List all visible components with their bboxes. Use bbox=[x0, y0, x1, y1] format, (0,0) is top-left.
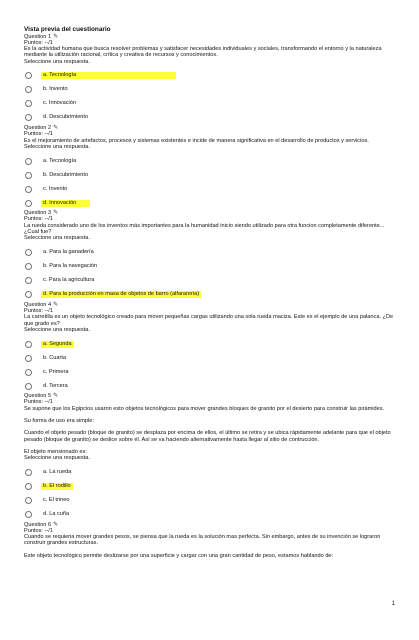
question-text: Es la actividad humana que busca resolver problemas y satisfacer necesidades individuales y sociales, transformando el entorno y la naturaleza mediante la utilización racional, crítica y creativa de recursos y conocimientos. bbox=[24, 46, 382, 59]
question-text: La carretilla es un objeto tecnológico creado para mover pequeñas cargas utilizando una sola rueda maciza. Este es el ejemplo de una palanca. ¿De que grado es? bbox=[24, 314, 394, 327]
question-points: Puntos: --/1 bbox=[24, 39, 53, 46]
question-points: Puntos: --/1 bbox=[24, 399, 53, 406]
option-label: c. Para la agricultura bbox=[43, 277, 95, 284]
option-label: d. Descubrimiento bbox=[43, 114, 89, 121]
answer-option[interactable] bbox=[24, 97, 396, 111]
option-label: a. Tecnología bbox=[41, 72, 176, 79]
radio-button[interactable] bbox=[25, 291, 32, 298]
radio-button[interactable] bbox=[25, 114, 32, 121]
radio-button[interactable] bbox=[25, 497, 32, 504]
question-prompt: Seleccione una respuesta. bbox=[24, 326, 90, 333]
quiz-preview bbox=[24, 26, 396, 559]
option-label: c. Innovación bbox=[43, 100, 76, 107]
answer-option[interactable] bbox=[24, 154, 396, 168]
answer-option[interactable] bbox=[24, 466, 396, 480]
question-6 bbox=[24, 522, 396, 559]
answer-option[interactable] bbox=[24, 246, 396, 260]
option-label: d. Innovación bbox=[41, 200, 90, 207]
answer-option[interactable] bbox=[24, 365, 396, 379]
radio-button[interactable] bbox=[25, 469, 32, 476]
answer-options bbox=[24, 466, 396, 522]
question-prompt: Seleccione una respuesta. bbox=[24, 143, 90, 150]
answer-options bbox=[24, 246, 396, 302]
question-label: Question 3 bbox=[24, 210, 52, 217]
option-label: c. Primera bbox=[43, 368, 69, 375]
option-label: c. El trineo bbox=[43, 497, 70, 504]
radio-button[interactable] bbox=[25, 158, 32, 165]
question-extra-text: Su forma de uso era simple: bbox=[24, 418, 94, 425]
question-points: Puntos: --/1 bbox=[24, 307, 53, 314]
option-label: d. La cuña bbox=[43, 511, 70, 518]
radio-button[interactable] bbox=[25, 277, 32, 284]
pencil-icon[interactable]: ✎ bbox=[53, 33, 59, 40]
answer-option[interactable] bbox=[24, 168, 396, 182]
question-text: La rueda considerado uno de los inventos más importantes para la humanidad inicio siendo utilizado para otra funcion completamente diferente... ¿Cual fue? bbox=[24, 222, 385, 236]
question-prompt: Seleccione una respuesta. bbox=[24, 455, 90, 462]
answer-option[interactable] bbox=[24, 494, 396, 508]
pencil-icon[interactable]: ✎ bbox=[53, 521, 59, 528]
radio-button[interactable] bbox=[25, 355, 32, 362]
page-number: 1 bbox=[391, 601, 395, 607]
answer-options bbox=[24, 154, 396, 210]
radio-button[interactable] bbox=[25, 383, 32, 390]
question-text: Cuando se requieria mover grandes pesos, se piensa que la rueda es la solución mas perfecta. Sin embargo, antes de su invención se lograron construir grandes estructuras. bbox=[24, 534, 381, 547]
question-4 bbox=[24, 302, 396, 393]
question-points: Puntos: --/1 bbox=[24, 216, 53, 223]
question-points: Puntos: --/1 bbox=[24, 527, 53, 534]
question-5 bbox=[24, 393, 396, 521]
question-extra-text: Este objeto tecnológico permite deslizarse por una superficie y cargar con una gran cantidad de peso, estamos hablando de: bbox=[24, 552, 334, 559]
question-label: Question 5 bbox=[24, 393, 52, 400]
page-title: Vista previa del cuestionario bbox=[24, 26, 111, 33]
radio-button[interactable] bbox=[25, 369, 32, 376]
radio-button[interactable] bbox=[25, 186, 32, 193]
answer-option[interactable] bbox=[24, 83, 396, 97]
option-label: d. Para la producción en masa de objetos de barro (alfarareria) bbox=[43, 291, 200, 298]
answer-options bbox=[24, 337, 396, 393]
question-points: Puntos: --/1 bbox=[24, 131, 53, 138]
answer-option[interactable] bbox=[24, 288, 396, 302]
question-text: Se supone que los Egipcios usaron esto objetos tecnológicos para mover grandes bloques de granito por el desierto para construir las pirámides. bbox=[24, 405, 385, 412]
radio-button[interactable] bbox=[25, 200, 32, 207]
pencil-icon[interactable]: ✎ bbox=[53, 393, 59, 400]
question-extra-text: El objeto mensionado es: bbox=[24, 448, 87, 455]
radio-button[interactable] bbox=[25, 72, 32, 79]
question-prompt: Seleccione una respuesta. bbox=[24, 235, 90, 242]
answer-options bbox=[24, 69, 396, 125]
pencil-icon[interactable]: ✎ bbox=[53, 125, 59, 132]
question-text: Es el mejoramiento de artefactos, procesos y sistemas existentes e incide de manera significativa en el desarrollo de productos y servicios. bbox=[24, 137, 369, 144]
question-label: Question 6 bbox=[24, 521, 52, 528]
answer-option[interactable] bbox=[24, 260, 396, 274]
answer-option[interactable] bbox=[24, 274, 396, 288]
answer-option[interactable] bbox=[24, 337, 396, 351]
radio-button[interactable] bbox=[25, 249, 32, 256]
question-label: Question 4 bbox=[24, 301, 52, 308]
answer-option[interactable] bbox=[24, 480, 396, 494]
answer-option[interactable] bbox=[24, 182, 396, 196]
question-3 bbox=[24, 210, 396, 301]
answer-option[interactable] bbox=[24, 69, 396, 83]
answer-option[interactable] bbox=[24, 379, 396, 393]
option-label: c. Invento bbox=[43, 185, 68, 192]
option-label: a. Segunda bbox=[43, 340, 72, 347]
question-prompt: Seleccione una respuesta. bbox=[24, 58, 90, 65]
question-label: Question 1 bbox=[24, 33, 52, 40]
radio-button[interactable] bbox=[25, 263, 32, 270]
radio-button[interactable] bbox=[25, 86, 32, 93]
radio-button[interactable] bbox=[25, 341, 32, 348]
option-label: b. Cuarta bbox=[43, 354, 67, 361]
answer-option[interactable] bbox=[24, 111, 396, 125]
radio-button[interactable] bbox=[25, 100, 32, 107]
pencil-icon[interactable]: ✎ bbox=[53, 301, 59, 308]
option-label: b. Para la navegación bbox=[43, 263, 98, 270]
radio-button[interactable] bbox=[25, 172, 32, 179]
option-label: a. Tecnología bbox=[43, 157, 77, 164]
option-label: b. El rodillo bbox=[43, 483, 71, 490]
question-1 bbox=[24, 34, 396, 125]
option-label: b. Descubrimiento bbox=[43, 171, 89, 178]
option-label: a. La rueda bbox=[43, 469, 72, 476]
question-2 bbox=[24, 125, 396, 210]
answer-option[interactable] bbox=[24, 196, 396, 210]
question-label: Question 2 bbox=[24, 124, 52, 131]
option-label: b. Invento bbox=[43, 86, 68, 93]
option-label: d. Tercera bbox=[43, 382, 68, 389]
answer-option[interactable] bbox=[24, 508, 396, 522]
radio-button[interactable] bbox=[25, 483, 32, 490]
option-label: a. Para la ganadería bbox=[43, 249, 94, 256]
pencil-icon[interactable]: ✎ bbox=[53, 210, 59, 217]
answer-option[interactable] bbox=[24, 351, 396, 365]
question-extra-text: Cuando el objeto pesado (bloque de granito) se desplaza por encima de ellos, el último se retira y se ubica rápidamente adelante para que el objeto pesado (bloque de granito) se deslice sobre él. Así se va haciendo alternativamente hasta llegar al sitio de contrucción. bbox=[24, 430, 391, 443]
radio-button[interactable] bbox=[25, 511, 32, 518]
